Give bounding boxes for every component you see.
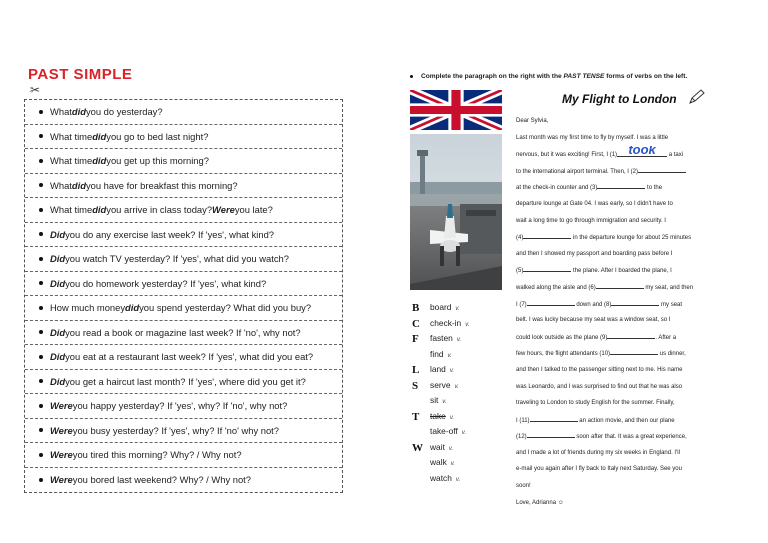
letter-text: wait a long time to go through immigration and security. I xyxy=(516,217,666,224)
question-keyword: did xyxy=(92,204,107,216)
answer-blank[interactable] xyxy=(607,329,655,339)
letter-line xyxy=(516,445,711,462)
scissors-icon: ✂ xyxy=(30,83,41,97)
verb-word xyxy=(430,364,454,374)
verb-row xyxy=(412,316,508,332)
verb-pos: v. xyxy=(447,352,452,359)
question-keyword: Did xyxy=(50,375,66,387)
letter-line xyxy=(516,130,711,147)
answer-blank[interactable] xyxy=(527,296,575,306)
letter-text: Love, Adrianna ☺ xyxy=(516,499,564,506)
question-row xyxy=(25,321,342,346)
letter-text: I (7) xyxy=(516,301,527,308)
question-text: you do homework yesterday? If 'yes', what kind? xyxy=(65,277,267,289)
question-text: you do any exercise last week? If 'yes', what kind? xyxy=(65,228,275,240)
answer-blank[interactable] xyxy=(530,412,578,422)
answer-filled: took xyxy=(617,146,667,157)
verb-letter: T xyxy=(412,410,420,423)
bullet-icon xyxy=(39,208,43,212)
question-row xyxy=(25,125,342,150)
question-text: you watch TV yesterday? If 'yes', what did you watch? xyxy=(65,253,289,265)
question-text: How much money xyxy=(50,302,126,314)
question-keyword: Were xyxy=(212,204,235,216)
bullet-icon xyxy=(39,232,43,236)
verb-pos: v. xyxy=(456,337,462,343)
bullet-icon xyxy=(39,134,43,138)
letter-text: an action movie, and then our plane xyxy=(577,417,675,424)
verb-letter: C xyxy=(412,317,420,330)
question-row xyxy=(25,223,342,248)
bullet-icon xyxy=(39,281,43,285)
question-text: you eat at a restaurant last week? If 'yes', what did you eat? xyxy=(65,351,314,363)
bullet-icon xyxy=(39,478,43,482)
verb-pos: v. xyxy=(465,321,470,328)
question-keyword: Did xyxy=(50,351,66,363)
question-text: you get up this morning? xyxy=(106,155,209,167)
question-keyword: did xyxy=(71,106,86,118)
verb-row xyxy=(412,424,508,440)
verb-pos: v. xyxy=(448,445,454,452)
letter-line xyxy=(516,179,711,196)
letter-text: (4) xyxy=(516,235,524,242)
verb-text: watch xyxy=(430,472,452,483)
bullet-icon xyxy=(39,453,43,457)
instruction-text-2: forms of verbs on the left. xyxy=(604,73,688,80)
verb-pos: v. xyxy=(449,414,455,421)
verb-text: land xyxy=(430,364,446,374)
verb-text: walk xyxy=(430,457,447,467)
verb-word xyxy=(430,426,466,436)
bullet-icon xyxy=(39,306,43,310)
letter-text: and I made a lot of friends during my six weeks in England. I'll xyxy=(516,449,680,456)
letter-text: traveling to London to study English for the summer. Finally, xyxy=(516,400,675,407)
verb-row xyxy=(412,347,508,363)
question-text: What time xyxy=(50,204,93,216)
verb-letter: F xyxy=(412,333,419,345)
letter-text: walked along the aisle and (6) xyxy=(516,284,596,291)
page-title: PAST SIMPLE xyxy=(28,66,133,83)
letter-line xyxy=(516,312,711,329)
letter-text: e-mail you again after I fly back to Italy next Saturday. See you xyxy=(516,466,682,473)
answer-blank[interactable] xyxy=(596,279,644,289)
letter-text: my seat xyxy=(659,301,683,308)
question-text: What time xyxy=(50,130,93,142)
answer-blank[interactable] xyxy=(523,229,571,239)
instruction xyxy=(410,73,687,80)
question-row xyxy=(25,468,342,493)
verb-text: sit xyxy=(430,395,439,405)
question-text: you go to bed last night? xyxy=(106,130,209,142)
question-keyword: did xyxy=(125,302,140,314)
letter-line xyxy=(516,196,711,213)
letter-text: a taxi xyxy=(667,152,684,159)
bullet-icon xyxy=(39,379,43,383)
verb-letter: S xyxy=(412,379,419,392)
verb-word xyxy=(430,395,447,405)
verb-pos: v. xyxy=(455,476,461,483)
question-text: you arrive in class today? xyxy=(106,204,213,216)
letter-line xyxy=(516,495,711,512)
paragraph-title: My Flight to London xyxy=(562,92,677,106)
verb-row xyxy=(412,393,508,409)
question-keyword: Were xyxy=(50,424,73,436)
verb-word xyxy=(430,442,453,452)
verb-row xyxy=(412,471,508,487)
letter-paragraph xyxy=(516,113,711,511)
letter-line xyxy=(516,279,711,296)
verb-word xyxy=(430,349,452,359)
letter-text: I (11) xyxy=(516,417,530,424)
letter-text: few hours, the flight attendants (10) xyxy=(516,351,611,358)
verb-word xyxy=(430,380,459,390)
letter-text: (12) xyxy=(516,434,527,441)
question-text: you read a book or magazine last week? If 'no', why not? xyxy=(65,326,301,338)
letter-text: my seat, and then xyxy=(643,284,694,291)
verb-row xyxy=(412,300,508,316)
question-keyword: Did xyxy=(50,326,66,338)
letter-text: and then I talked to the passenger sitting next to me. His name xyxy=(516,366,683,373)
question-row xyxy=(25,198,342,223)
question-row xyxy=(25,149,342,174)
letter-text: . After a xyxy=(655,334,677,341)
letter-text: was Leonardo, and I was surprised to find out that he was also xyxy=(516,383,683,390)
question-row xyxy=(25,100,342,125)
question-keyword: did xyxy=(92,155,107,167)
verb-pos: v. xyxy=(454,383,459,390)
letter-text: to the xyxy=(645,185,663,192)
union-jack-flag xyxy=(410,90,502,130)
question-text: you bored last weekend? Why? / Why not? xyxy=(72,474,251,486)
question-row xyxy=(25,443,342,468)
verb-text: fasten xyxy=(430,333,453,343)
verb-letter: W xyxy=(412,441,423,454)
letter-line xyxy=(516,478,711,495)
letter-line xyxy=(516,395,711,412)
answer-blank[interactable] xyxy=(610,345,658,355)
question-keyword: Did xyxy=(50,253,66,265)
question-keyword: did xyxy=(71,179,86,191)
question-text: What xyxy=(50,106,72,118)
letter-text: soon after that. It was a great experience, xyxy=(574,434,687,441)
verb-text: board xyxy=(430,302,452,312)
letter-line xyxy=(516,113,711,130)
question-text: you do yesterday? xyxy=(85,106,163,118)
verb-row xyxy=(412,455,508,471)
letter-text: to the international airport terminal. Then, I (2) xyxy=(516,168,638,175)
letter-line xyxy=(516,163,711,180)
verb-pos: v. xyxy=(461,430,467,436)
verb-pos: v. xyxy=(455,306,460,312)
letter-text: departure lounge at Gate 04. I was early, so I didn't have to xyxy=(516,200,673,207)
verb-word xyxy=(430,302,460,312)
bullet-icon xyxy=(39,404,43,408)
letter-line xyxy=(516,296,711,313)
question-text: you tired this morning? Why? / Why not? xyxy=(72,449,242,461)
verb-row xyxy=(412,378,508,394)
question-text: What xyxy=(50,179,72,191)
verb-text: take xyxy=(430,410,446,421)
verb-text: take-off xyxy=(430,426,458,436)
question-keyword: Were xyxy=(50,449,73,461)
answer-blank[interactable] xyxy=(523,262,571,272)
answer-blank[interactable] xyxy=(597,179,645,189)
question-row xyxy=(25,419,342,444)
question-keyword: Did xyxy=(50,277,66,289)
verb-text: wait xyxy=(430,441,445,452)
verb-row xyxy=(412,362,508,378)
verb-word xyxy=(430,473,460,483)
question-row xyxy=(25,174,342,199)
verb-word xyxy=(430,457,455,467)
question-list xyxy=(24,99,343,493)
pencil-icon xyxy=(688,89,706,105)
question-text: you spend yesterday? What did you buy? xyxy=(139,302,312,314)
letter-text: down and (8) xyxy=(574,301,612,308)
answer-blank[interactable] xyxy=(611,296,659,306)
letter-text: belt. I was lucky because my seat was a window seat, so I xyxy=(516,317,671,324)
verb-letter: L xyxy=(412,364,420,376)
verb-letter: B xyxy=(412,302,420,314)
verb-text: find xyxy=(430,348,444,359)
question-keyword: did xyxy=(92,130,107,142)
verb-word xyxy=(430,411,454,421)
letter-text: Last month was my first time to fly by myself. I was a little xyxy=(516,134,669,141)
question-text: you get a haircut last month? If 'yes', where did you get it? xyxy=(65,375,306,387)
letter-line xyxy=(516,461,711,478)
verb-pos: v. xyxy=(442,399,447,405)
letter-text: the plane. After I boarded the plane, I xyxy=(571,268,672,275)
letter-line xyxy=(516,379,711,396)
letter-text: in the departure lounge for about 25 minutes xyxy=(571,235,692,242)
letter-text: (5) xyxy=(516,268,524,275)
bullet-icon xyxy=(39,330,43,334)
letter-line xyxy=(516,262,711,279)
letter-line xyxy=(516,146,711,163)
question-keyword: Did xyxy=(50,228,66,240)
letter-text: and then I showed my passport and boarding pass before I xyxy=(516,250,673,257)
letter-line xyxy=(516,428,711,445)
answer-blank[interactable] xyxy=(527,428,575,438)
question-keyword: Were xyxy=(50,400,73,412)
question-keyword: Were xyxy=(50,474,73,486)
answer-blank[interactable] xyxy=(638,163,686,173)
question-row xyxy=(25,394,342,419)
letter-text: Dear Sylvia, xyxy=(516,118,549,124)
bullet-icon xyxy=(39,428,43,432)
letter-line xyxy=(516,213,711,230)
verb-row xyxy=(412,440,508,456)
bullet-icon xyxy=(39,257,43,261)
bullet-icon xyxy=(39,183,43,187)
verb-list xyxy=(412,300,508,486)
letter-line xyxy=(516,246,711,263)
question-text: What time xyxy=(50,155,93,167)
bullet-icon xyxy=(39,159,43,163)
verb-text: serve xyxy=(430,379,451,390)
letter-line xyxy=(516,412,711,429)
question-text: you late? xyxy=(234,204,273,216)
question-row xyxy=(25,345,342,370)
question-row xyxy=(25,370,342,395)
bullet-icon xyxy=(39,355,43,359)
verb-word xyxy=(430,318,469,328)
letter-text: us dinner, xyxy=(658,351,686,358)
letter-text: could look outside as the plane (9) xyxy=(516,334,608,341)
letter-line xyxy=(516,329,711,346)
letter-line xyxy=(516,362,711,379)
verb-row xyxy=(412,331,508,347)
question-text: you happy yesterday? If 'yes', why? If 'no', why not? xyxy=(72,400,288,412)
question-text: you busy yesterday? If 'yes', why? If 'no' why not? xyxy=(72,424,279,436)
instruction-text-1: Complete the paragraph on the right with the xyxy=(421,73,564,80)
instruction-text-emph: PAST TENSE xyxy=(563,73,605,80)
question-text: you have for breakfast this morning? xyxy=(85,179,238,191)
question-row xyxy=(25,247,342,272)
verb-text: check-in xyxy=(430,317,462,328)
verb-word xyxy=(430,333,461,343)
letter-line xyxy=(516,345,711,362)
question-row xyxy=(25,296,342,321)
letter-text: soon! xyxy=(516,483,531,490)
verb-row xyxy=(412,409,508,425)
letter-text: at the check-in counter and (3) xyxy=(516,185,598,192)
question-row xyxy=(25,272,342,297)
letter-text: nervous, but it was exciting! First, I (1) xyxy=(516,152,618,159)
letter-line xyxy=(516,229,711,246)
verb-pos: v. xyxy=(450,461,455,467)
verb-pos: v. xyxy=(449,368,455,374)
bullet-icon xyxy=(39,110,43,114)
airplane-photo xyxy=(410,134,502,290)
